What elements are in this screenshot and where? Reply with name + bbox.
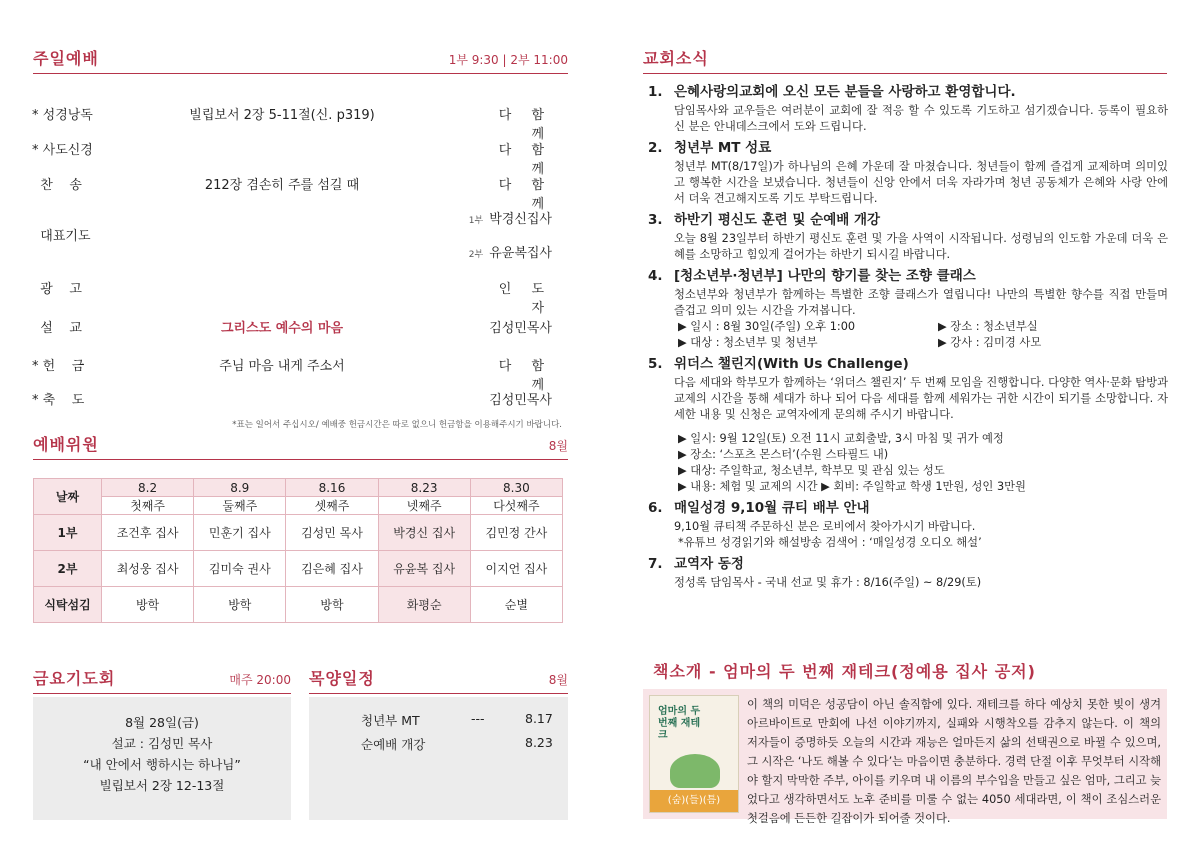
row-label: 2부 [34, 551, 102, 587]
worship-row-leader: 다 함 께 [498, 359, 552, 393]
news-item-body: 정성록 담임목사 - 국내 선교 및 휴가 : 8/16(주일) ~ 8/29(토) [674, 576, 982, 589]
worship-row-leader: 다 함 께 [498, 143, 552, 177]
news-item [648, 82, 1168, 135]
book-description: 이 책의 미덕은 성공담이 아닌 솔직함에 있다. 재테크를 하다 예상치 못한 빚이 생겨 아르바이트로 만회에 나선 이야기까지, 실패와 시행착오를 감추지 않는다. 이 책의 저자들이 증명하듯 오늘의 시간과 재능은 얼마든지 삶의 선택권으로 바뀔 수 있으며, 그 시작은 ‘나도 해볼 수 있다’는 마음이면 충분하다. 경력 단절 이후 무엇부터 시작해야 할지 막막한 주부, 아이를 키우며 내 이름의 부수입을 만들고 싶은 엄마, 그리고 늦었다고 생각하면서도 노후 준비를 미룰 수 없는 4050 세대라면, 이 책이 조심스러운 첫걸음에 든든한 길잡이가 되어줄 것이다. [747, 698, 1161, 825]
week-cell: 둘째주 [194, 497, 286, 515]
duty-cell: 이지언 집사 [470, 551, 562, 587]
prayer-part-2: 2부 [468, 250, 484, 260]
book-box [643, 689, 1167, 825]
week-cell: 다섯째주 [470, 497, 562, 515]
news-item-title: 3. 하반기 평신도 훈련 및 순예배 개강 [648, 212, 881, 228]
news-title: 교회소식 [643, 49, 709, 68]
news-item-body: 청년부 MT(8/17일)가 하나님의 은혜 가운데 잘 마쳤습니다. 청년들이 함께 즐겁게 교제하며 의미있고 행복한 시간을 보냈습니다. 청년들이 신앙 안에서 더욱 자라가며 청년 공동체가 은혜와 사랑 안에서 더욱 견고해지도록 기도 부탁드립니다. [674, 160, 1168, 205]
list-item: ▶ 대상: 주일학교, 청소년부, 학부모 및 관심 있는 성도 [678, 464, 945, 477]
leaf-illustration-icon [670, 754, 720, 788]
list-item [309, 735, 568, 757]
worship-row [32, 317, 552, 337]
duty-title: 예배위원 [33, 435, 99, 454]
date-cell: 8.2 [102, 479, 194, 497]
book-title: 책소개 - 엄마의 두 번째 재테크(정예용 집사 공저) [653, 662, 1036, 681]
friday-time: 매주 20:00 [229, 673, 291, 687]
duty-cell: 김민정 간사 [470, 515, 562, 551]
worship-row-leader: 김성민목사 [489, 393, 552, 408]
news-item-title: 6. 매일성경 9,10월 큐티 배부 안내 [648, 500, 870, 516]
friday-sermon: “내 안에서 행하시는 하나님” [83, 757, 241, 772]
news-item-title: 4. [청소년부·청년부] 나만의 향기를 찾는 조향 클래스 [648, 268, 976, 284]
duty-cell: 방학 [194, 587, 286, 623]
news-item-note: *유튜브 성경읽기와 해설방송 검색어 : ‘매일성경 오디오 해설’ [678, 536, 982, 549]
schedule-name: 순예배 개강 [361, 737, 426, 752]
news-item-body: 오늘 8월 23일부터 하반기 평신도 훈련 및 가을 사역이 시작됩니다. 성령님의 인도함 가운데 더욱 은혜를 소망하고 힘있게 걸어가는 하반기 되시길 바랍니다. [674, 232, 1168, 261]
news-bullets [648, 319, 1168, 351]
worship-row [32, 104, 552, 142]
duty-cell: 방학 [102, 587, 194, 623]
duty-table [33, 478, 563, 623]
worship-row-label: * 사도신경 [32, 143, 93, 158]
worship-row-content: 빌립보서 2장 5-11절(신. p319) [189, 108, 375, 123]
worship-row-content: 212장 겸손히 주를 섬길 때 [204, 178, 360, 193]
duty-cell: 김은혜 집사 [286, 551, 378, 587]
worship-title: 주일예배 [33, 49, 99, 68]
duty-cell: 최성웅 집사 [102, 551, 194, 587]
list-item: ▶ 일시: 9월 12일(토) 오전 11시 교회출발, 3시 마침 및 귀가 예정 [678, 432, 1004, 445]
duty-cell: 유윤복 집사 [378, 551, 470, 587]
friday-preacher: 설교 : 김성민 목사 [111, 736, 213, 751]
duty-cell: 박경신 집사 [378, 515, 470, 551]
table-row [34, 497, 563, 515]
worship-row [32, 139, 552, 177]
schedule-sep: --- [471, 711, 485, 726]
news-item-title: 2. 청년부 MT 성료 [648, 140, 772, 156]
worship-row-label: * 성경낭독 [32, 108, 93, 123]
duty-cell: 김성민 목사 [286, 515, 378, 551]
news-item [648, 138, 1168, 207]
worship-time: 1부 9:30 | 2부 11:00 [448, 53, 568, 67]
date-cell: 8.9 [194, 479, 286, 497]
duty-cell: 김미숙 권사 [194, 551, 286, 587]
worship-row-label: 광 고 [32, 282, 82, 297]
table-row [34, 479, 563, 497]
worship-row-label: * 축 도 [32, 393, 85, 408]
pastoral-month: 8월 [548, 673, 568, 687]
duty-cell: 조건후 집사 [102, 515, 194, 551]
week-cell: 넷째주 [378, 497, 470, 515]
prayer-name-2: 유윤복집사 [489, 246, 552, 261]
worship-row-leader: 김성민목사 [489, 321, 552, 336]
date-cell: 8.16 [286, 479, 378, 497]
worship-row-leader: 다 함 께 [498, 178, 552, 212]
duty-month: 8월 [548, 439, 568, 453]
date-cell: 8.23 [378, 479, 470, 497]
friday-header [33, 668, 291, 694]
date-header: 날짜 [34, 479, 102, 515]
duty-header [33, 434, 568, 460]
worship-row-label: 찬 송 [32, 178, 82, 193]
news-item [648, 210, 1168, 263]
friday-scripture: 빌립보서 2장 12-13절 [99, 778, 225, 793]
list-item [309, 711, 568, 733]
worship-row [32, 174, 552, 212]
worship-row [32, 389, 552, 409]
news-item-body: 담임목사와 교우들은 여러분이 교회에 잘 적응 할 수 있도록 기도하고 섬기겠습니다. 등록이 필요하신 분은 안내데스크에서 도와 드립니다. [674, 104, 1168, 133]
worship-row-label: * 헌 금 [32, 359, 85, 374]
news-header [643, 48, 1167, 74]
friday-title: 금요기도회 [33, 669, 116, 688]
news-item [648, 266, 1168, 351]
friday-date: 8월 28일(금) [125, 715, 199, 730]
week-cell: 셋째주 [286, 497, 378, 515]
book-cover-band: (숨)(들)(틈) [650, 790, 738, 812]
duty-cell: 화평순 [378, 587, 470, 623]
prayer-leader-2 [432, 242, 552, 261]
prayer-row [32, 208, 552, 262]
book-cover-title: 엄마의 두 번째 재테크 [658, 706, 701, 741]
book-cover-image [649, 695, 739, 813]
friday-box [33, 697, 291, 820]
book-header [643, 660, 1167, 686]
sermon-title: 그리스도 예수의 마음 [220, 321, 344, 336]
news-item-body: 9,10월 큐티책 주문하신 분은 로비에서 찾아가시기 바랍니다. [674, 520, 976, 533]
row-label: 1부 [34, 515, 102, 551]
pastoral-header [309, 668, 568, 694]
list-item: ▶ 일시 : 8월 30일(주일) 오후 1:00 ▶ 장소 : 청소년부실 [678, 320, 1038, 333]
news-item-body: 다음 세대와 학부모가 함께하는 ‘위더스 챌린지’ 두 번째 모임을 진행합니다. 다양한 역사·문화 탐방과 교제의 시간을 통해 세대가 하나 되어 다음 세대를 함께 세워가는 귀한 시간이 되기를 소망합니다. 자세한 내용 및 신청은 교역자에게 문의해 주시기 바랍니다. [674, 376, 1168, 421]
prayer-leader-1 [432, 208, 552, 227]
worship-row-leader: 다 함 께 [498, 108, 552, 142]
news-item-title: 5. 위더스 챌린지(With Us Challenge) [648, 356, 909, 372]
pastoral-box [309, 697, 568, 820]
news-item [648, 554, 1168, 591]
worship-row-content: 주님 마음 내게 주소서 [219, 359, 345, 374]
news-bullets [648, 431, 1168, 495]
news-item-body: 청소년부와 청년부가 함께하는 특별한 조향 클래스가 열립니다! 나만의 특별한 향수를 직접 만들며 즐겁고 의미 있는 시간을 가져봅니다. [674, 288, 1168, 317]
date-cell: 8.30 [470, 479, 562, 497]
week-cell: 첫째주 [102, 497, 194, 515]
prayer-name-1: 박경신집사 [489, 212, 552, 227]
table-row [34, 551, 563, 587]
worship-row [32, 278, 552, 316]
row-label: 식탁섬김 [34, 587, 102, 623]
worship-row [32, 355, 552, 393]
news-item-title: 1. 은혜사랑의교회에 오신 모든 분들을 사랑하고 환영합니다. [648, 84, 1016, 100]
prayer-label: 대표기도 [32, 229, 91, 244]
news-item-title: 7. 교역자 동정 [648, 556, 744, 572]
list-item: ▶ 장소: ‘스포츠 몬스터’(수원 스타필드 내) [678, 448, 889, 461]
duty-cell: 민훈기 집사 [194, 515, 286, 551]
news-item [648, 354, 1168, 495]
worship-header [33, 48, 568, 74]
worship-row-label: 설 교 [32, 321, 82, 336]
worship-note: *표는 일어서 주십시오/ 예배중 헌금시간은 따로 없으니 헌금함을 이용해주시기 바랍니다. [232, 420, 562, 430]
schedule-date: 8.23 [525, 735, 553, 750]
news-list [648, 82, 1168, 594]
worship-row-leader: 인 도 자 [498, 282, 552, 316]
schedule-name: 청년부 MT [361, 713, 420, 728]
news-item [648, 498, 1168, 551]
prayer-part-1: 1부 [468, 216, 484, 226]
pastoral-title: 목양일정 [309, 669, 375, 688]
table-row [34, 587, 563, 623]
list-item: ▶ 대상 : 청소년부 및 청년부 ▶ 강사 : 김미경 사모 [678, 336, 1042, 349]
table-row [34, 515, 563, 551]
list-item: ▶ 내용: 체험 및 교제의 시간 ▶ 회비: 주일학교 학생 1만원, 성인 3만원 [678, 480, 1026, 493]
duty-cell: 방학 [286, 587, 378, 623]
schedule-date: 8.17 [525, 711, 553, 726]
duty-cell: 순별 [470, 587, 562, 623]
